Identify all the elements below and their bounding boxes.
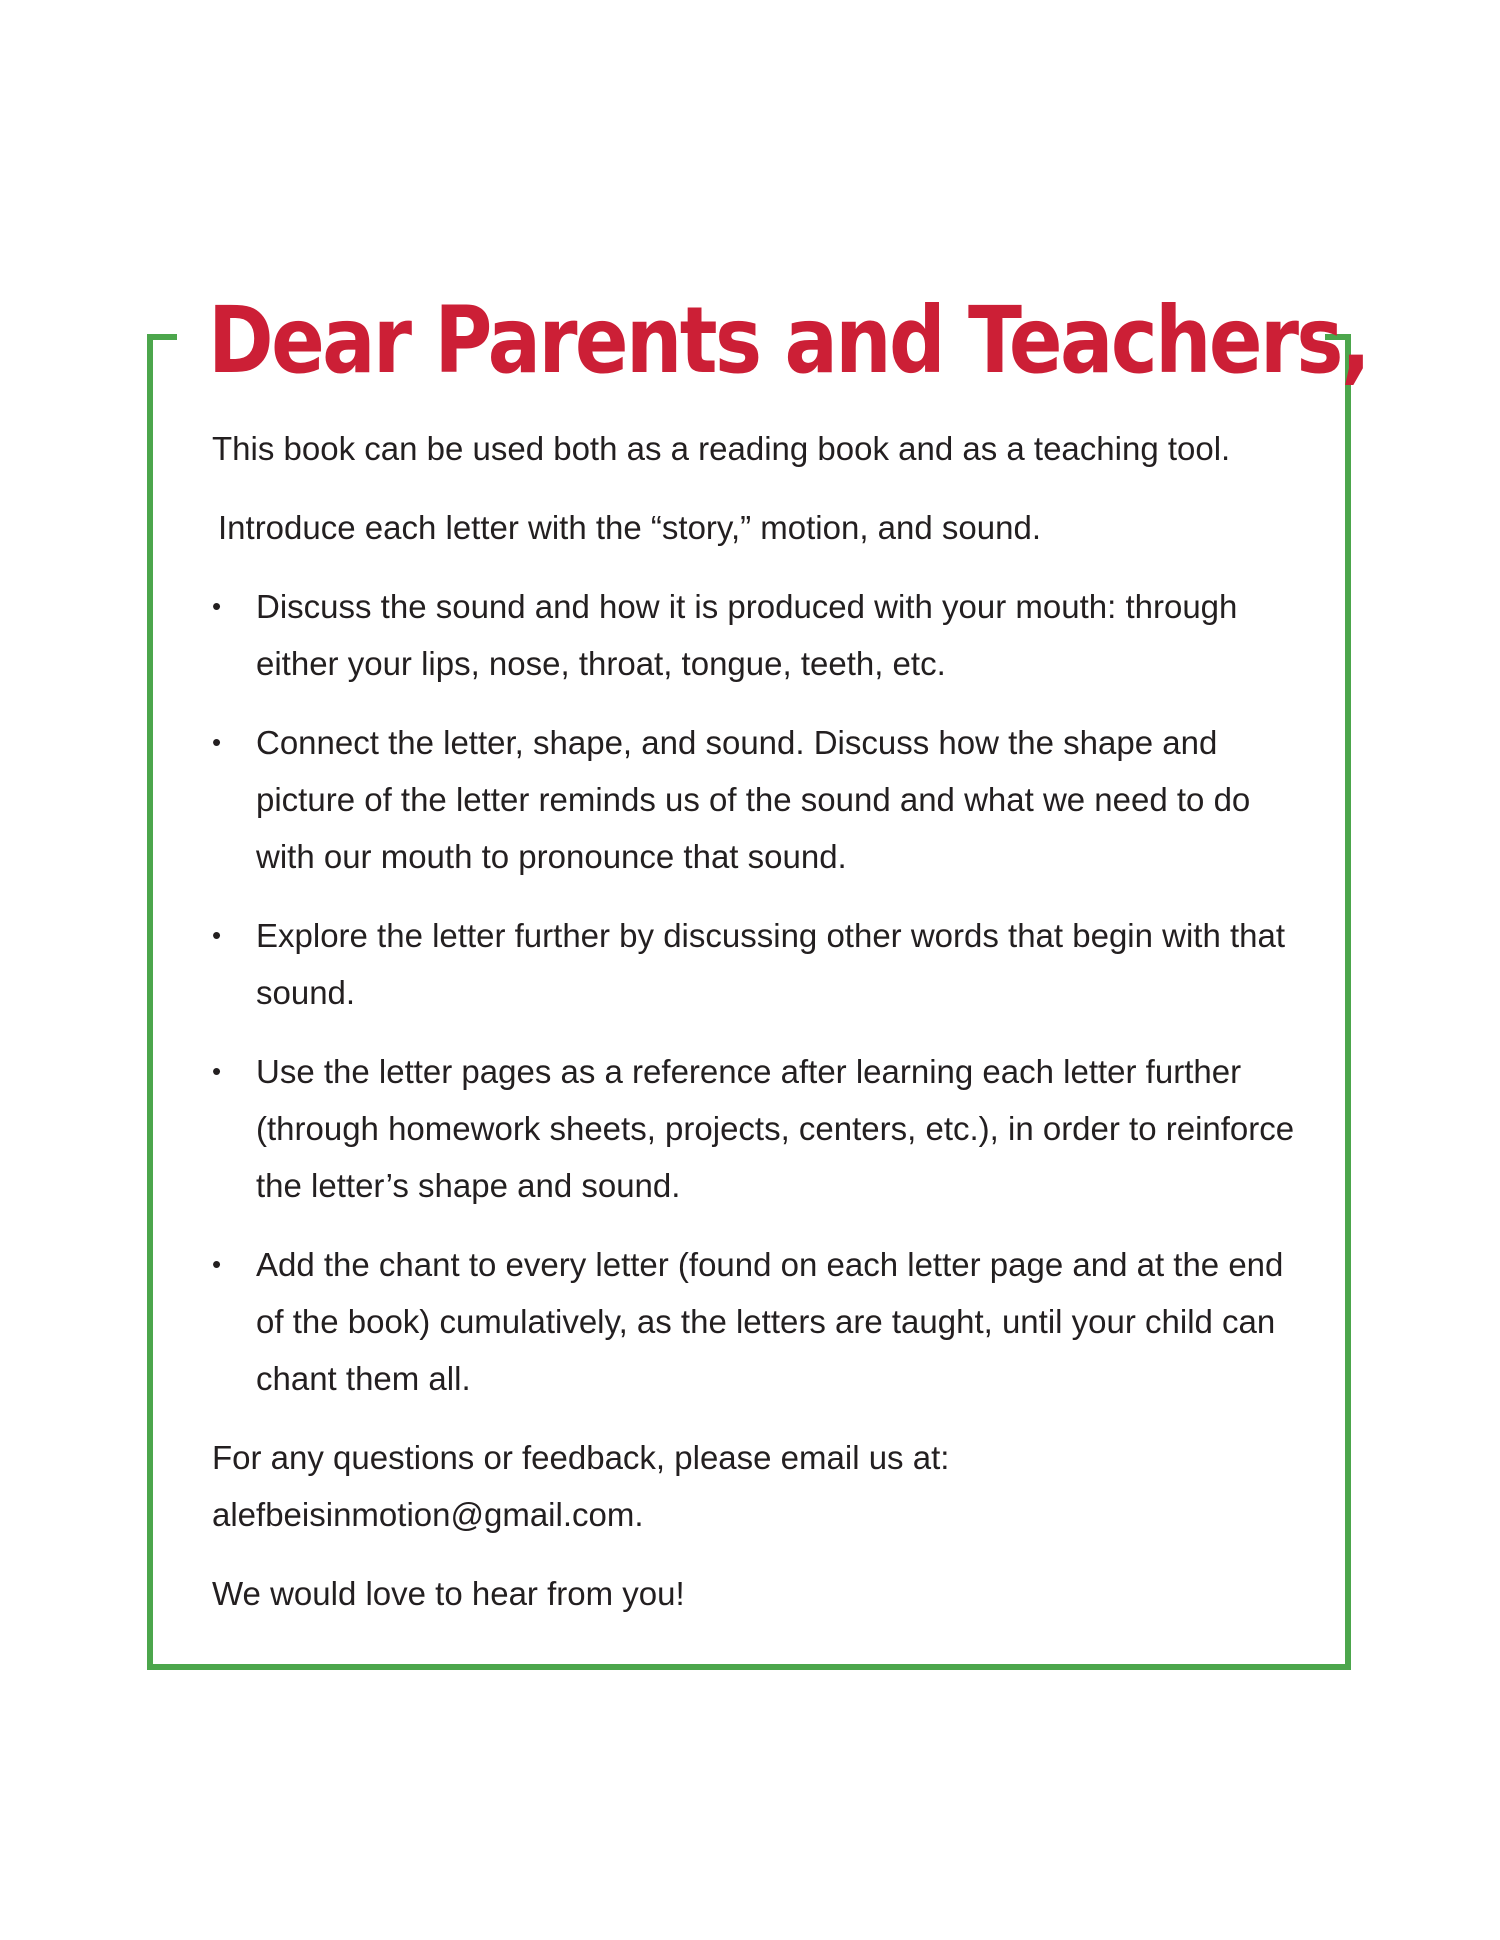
bullet-icon: •: [212, 1056, 222, 1086]
page-title: Dear Parents and Teachers,: [208, 287, 1369, 394]
list-item: [212, 1236, 1302, 1407]
list-item-text: Explore the letter further by discussing other words that begin with that sound.: [256, 917, 1286, 1011]
frame-top-left-cap: [147, 334, 177, 340]
contact-block: [212, 1429, 1302, 1543]
letter-body: [212, 420, 1302, 1644]
bullet-icon: •: [212, 920, 222, 950]
tips-list: [212, 578, 1302, 1407]
bullet-icon: •: [212, 1249, 222, 1279]
contact-email: alefbeisinmotion@gmail.com.: [212, 1496, 644, 1533]
bullet-icon: •: [212, 727, 222, 757]
list-item-text: Discuss the sound and how it is produced with your mouth: through either your lips, nose, throat, tongue, teeth, etc.: [256, 588, 1238, 682]
bullet-icon: •: [212, 591, 222, 621]
list-item: [212, 907, 1302, 1021]
list-item-text: Use the letter pages as a reference after learning each letter further (through homework sheets, projects, centers, etc.), in order to reinforce the letter’s shape and sound.: [256, 1053, 1295, 1204]
list-item-text: Connect the letter, shape, and sound. Discuss how the shape and picture of the letter reminds us of the sound and what we need to do with our mouth to pronounce that sound.: [256, 724, 1251, 875]
closing-paragraph: We would love to hear from you!: [212, 1575, 685, 1612]
intro-paragraph: This book can be used both as a reading book and as a teaching tool.: [212, 430, 1231, 467]
contact-prompt: For any questions or feedback, please email us at:: [212, 1439, 950, 1476]
introduce-paragraph: Introduce each letter with the “story,” motion, and sound.: [218, 509, 1041, 546]
list-item: [212, 714, 1302, 885]
list-item-text: Add the chant to every letter (found on each letter page and at the end of the book) cumulatively, as the letters are taught, until your child can chant them all.: [256, 1246, 1284, 1397]
list-item: [212, 1043, 1302, 1214]
list-item: [212, 578, 1302, 692]
